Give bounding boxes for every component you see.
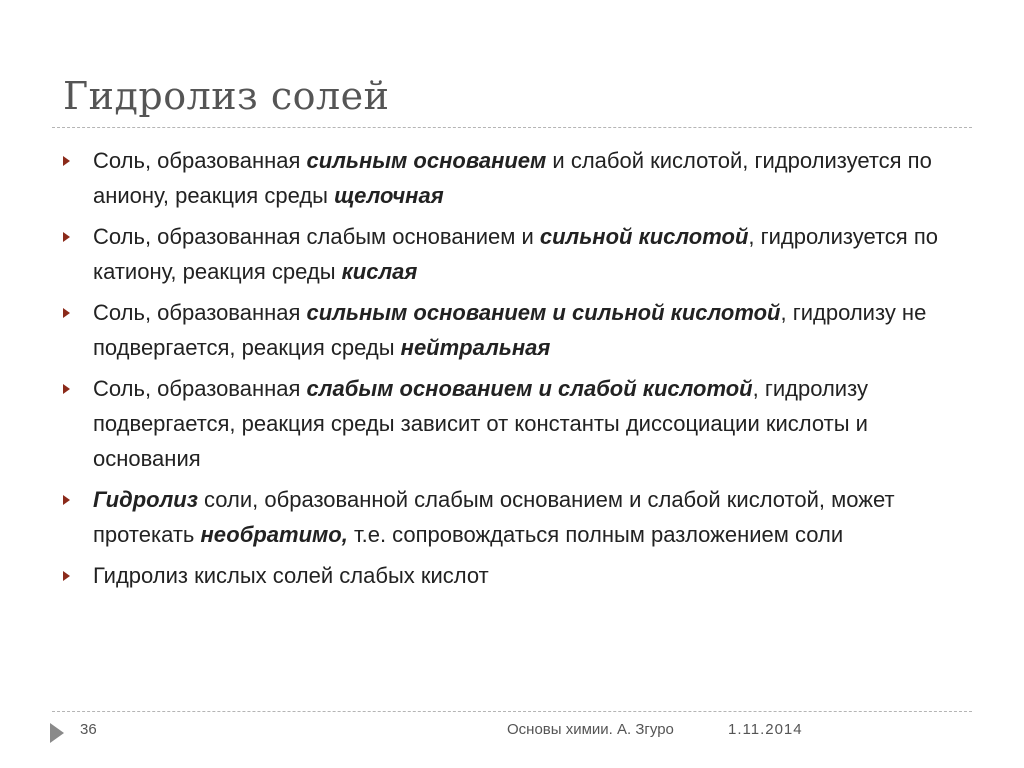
page-number: 36 [80, 721, 97, 738]
bullet-emphasis: щелочная [334, 183, 444, 208]
bullet-item [60, 558, 970, 593]
bullet-text: и слабой кислотой, гидролизуется по аниону, реакция среды [93, 148, 932, 208]
bullet-text: Соль, образованная [93, 376, 307, 401]
bullet-emphasis: Гидролиз [93, 487, 198, 512]
bullet-item [60, 482, 970, 552]
footer-course-title: Основы химии. А. Згуро [507, 721, 674, 738]
bullet-arrow-icon [63, 308, 70, 318]
footer-divider [52, 711, 972, 712]
bullet-emphasis: слабым основанием и слабой кислотой [306, 376, 753, 401]
bullet-emphasis: сильным основанием [306, 148, 547, 173]
bullet-arrow-icon [63, 495, 70, 505]
bullet-text: Соль, образованная [93, 148, 307, 173]
bullet-text: Соль, образованная [93, 300, 307, 325]
bullet-arrow-icon [63, 571, 70, 581]
bullet-arrow-icon [63, 384, 70, 394]
footer-date: 1.11.2014 [728, 721, 803, 738]
bullet-text: Гидролиз кислых солей слабых кислот [93, 563, 489, 588]
bullet-emphasis: сильной кислотой [539, 224, 749, 249]
bullet-item [60, 143, 970, 213]
bullet-text: , гидролизу не подвергается, реакция среды [93, 300, 927, 360]
bullet-text: , гидролизу подвергается, реакция среды зависит от константы диссоциации кислоты и основания [93, 376, 868, 471]
bullet-emphasis: кислая [341, 259, 418, 284]
bullet-item [60, 219, 970, 289]
bullet-list [60, 143, 970, 599]
bullet-text: т.е. сопровождаться полным разложением соли [347, 522, 844, 547]
slide-title: Гидролиз солей [63, 74, 390, 118]
bullet-emphasis: сильным основанием и сильной кислотой [306, 300, 781, 325]
bullet-emphasis: нейтральная [400, 335, 551, 360]
bullet-item [60, 295, 970, 365]
bullet-text: Соль, образованная слабым основанием и [93, 224, 540, 249]
title-divider [52, 127, 972, 128]
bullet-text: , гидролизуется по катиону, реакция среды [93, 224, 938, 284]
bullet-text: соли, образованной слабым основанием и слабой кислотой, может протекать [93, 487, 895, 547]
slide-nav-arrow-icon[interactable] [50, 723, 64, 743]
bullet-arrow-icon [63, 156, 70, 166]
bullet-emphasis: необратимо, [200, 522, 348, 547]
bullet-arrow-icon [63, 232, 70, 242]
bullet-item [60, 371, 970, 476]
